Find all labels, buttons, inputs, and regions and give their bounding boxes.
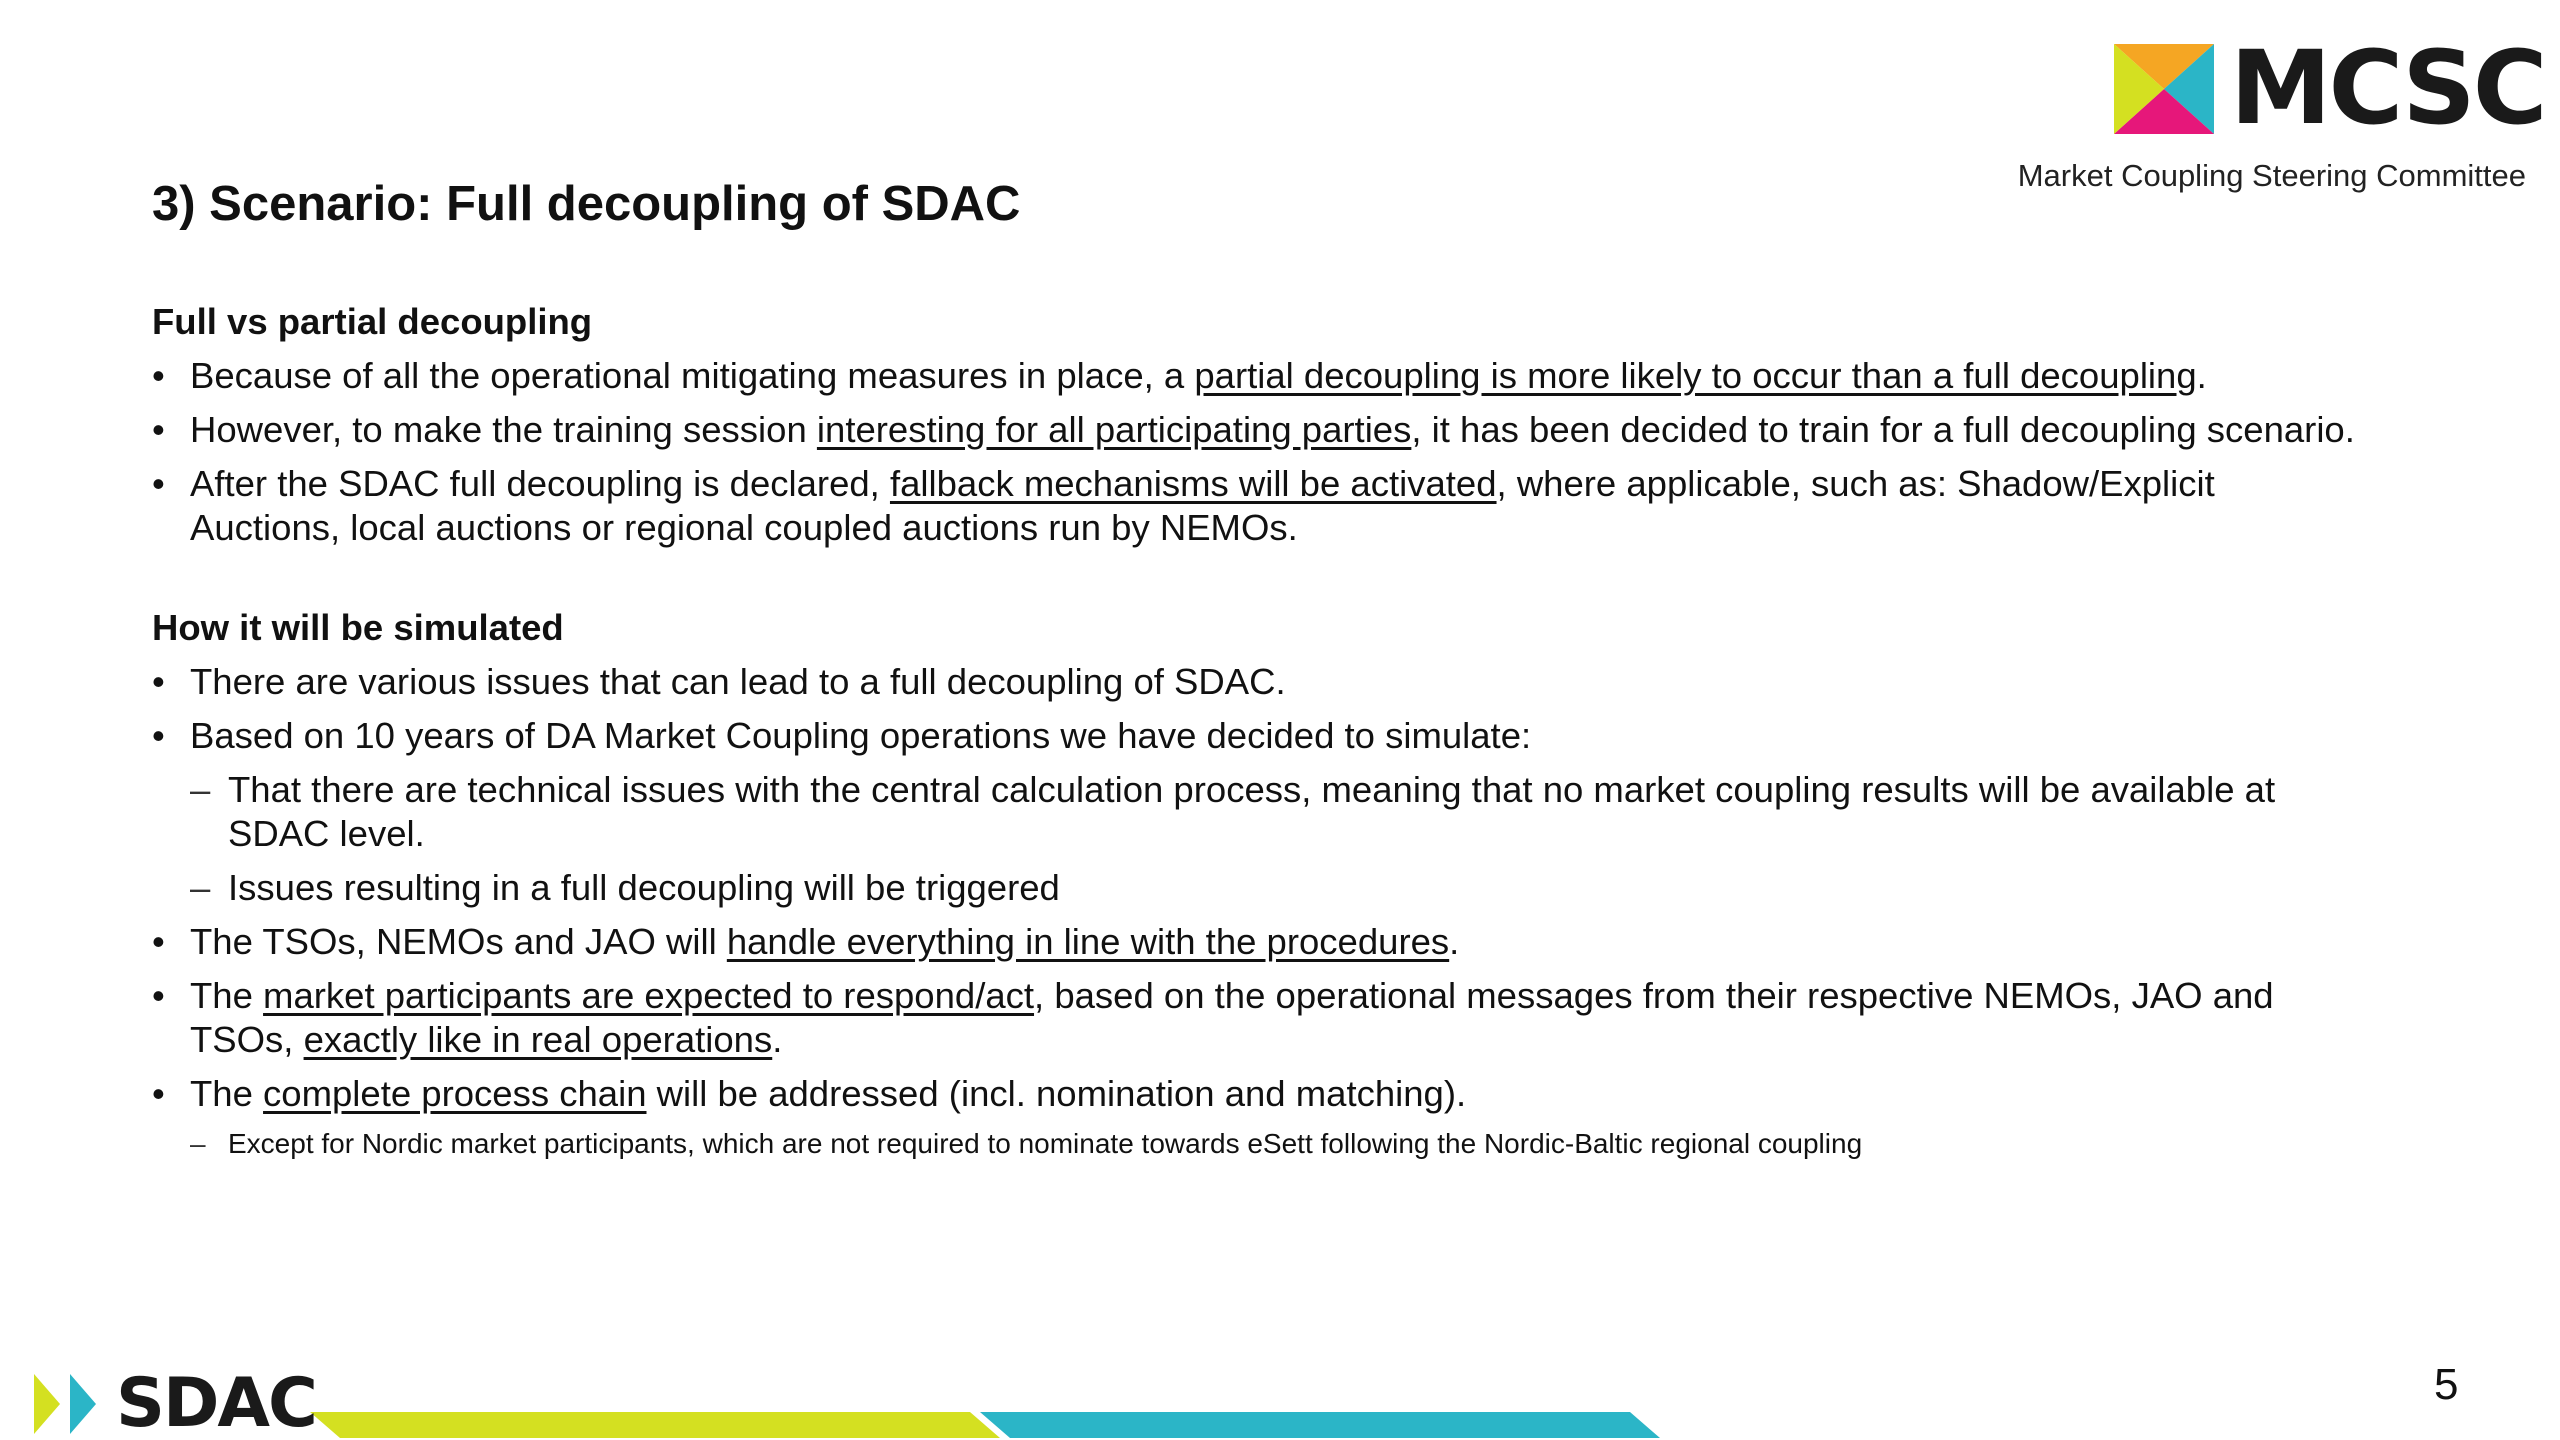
list-item <box>152 1072 2452 1162</box>
underlined-text: complete process chain <box>263 1073 647 1114</box>
list-item <box>152 354 2452 398</box>
underlined-text: handle everything in line with the procedures <box>726 921 1450 962</box>
sub-list-item: – Except for Nordic market participants, which are not required to nominate towards eSett following the Nordic-Baltic regional coupling <box>190 1126 2452 1162</box>
sdac-logo-text: SDAC <box>116 1364 316 1440</box>
mcsc-logo-mark-icon <box>2114 44 2214 134</box>
text-run: However, to make the training session <box>190 409 817 450</box>
list-item <box>152 408 2452 452</box>
list-item <box>152 920 2452 964</box>
underlined-text: exactly like in real operations <box>303 1019 773 1060</box>
sub-bullet-list <box>190 768 2452 910</box>
sub-list-item: – That there are technical issues with the central calculation process, meaning that no market coupling results will be available at SDAC level. <box>190 768 2368 856</box>
text-run: . <box>2196 355 2207 396</box>
underlined-text: partial decoupling is more likely to occur than a full decoupling <box>1194 355 2197 396</box>
sub-list-item: – Issues resulting in a full decoupling will be triggered <box>190 866 2452 910</box>
bullet-list-full-vs-partial <box>152 354 2452 550</box>
text-run: Based on 10 years of DA Market Coupling operations we have decided to simulate: <box>190 715 1532 756</box>
text-run: . <box>1449 921 1460 962</box>
mcsc-logo <box>2114 29 2545 148</box>
sdac-logo <box>34 1366 1684 1440</box>
list-item <box>152 714 2452 910</box>
text-run: will be addressed (incl. nomination and matching). <box>646 1073 1467 1114</box>
slide-content <box>152 300 2452 1172</box>
text-run: , where applicable, such as: Shadow/Explicit Auctions, local auctions or regional coupled auctions run by NEMOs. <box>190 463 2215 548</box>
section-heading-full-vs-partial: Full vs partial decoupling <box>152 301 593 342</box>
text-run: The TSOs, NEMOs and JAO will <box>190 921 727 962</box>
underlined-text: market participants are expected to respond/act <box>263 975 1035 1016</box>
list-item <box>152 462 2330 550</box>
list-item <box>152 660 2452 704</box>
sub-bullet-list <box>190 1126 2452 1162</box>
text-run: , based on the operational messages from their respective NEMOs, JAO and TSOs, <box>190 975 2274 1060</box>
bullet-list-simulation <box>152 660 2452 1162</box>
text-run: Because of all the operational mitigating measures in place, a <box>190 355 1195 396</box>
slide-title: 3) Scenario: Full decoupling of SDAC <box>152 177 1021 231</box>
logo-subtitle: Market Coupling Steering Committee <box>2017 158 2526 193</box>
underlined-text: interesting for all participating parties <box>816 409 1412 450</box>
text-run: . <box>772 1019 783 1060</box>
section-heading-simulation: How it will be simulated <box>152 607 564 648</box>
text-run: There are various issues that can lead to a full decoupling of SDAC. <box>190 661 1286 702</box>
text-run: The <box>190 975 264 1016</box>
mcsc-logo-text: MCSC <box>2230 29 2545 148</box>
page-number: 5 <box>2434 1360 2459 1409</box>
underlined-text: fallback mechanisms will be activated <box>889 463 1497 504</box>
list-item <box>152 974 2330 1062</box>
text-run: The <box>190 1073 264 1114</box>
text-run: , it has been decided to train for a full decoupling scenario. <box>1411 409 2355 450</box>
text-run: After the SDAC full decoupling is declared, <box>190 463 890 504</box>
